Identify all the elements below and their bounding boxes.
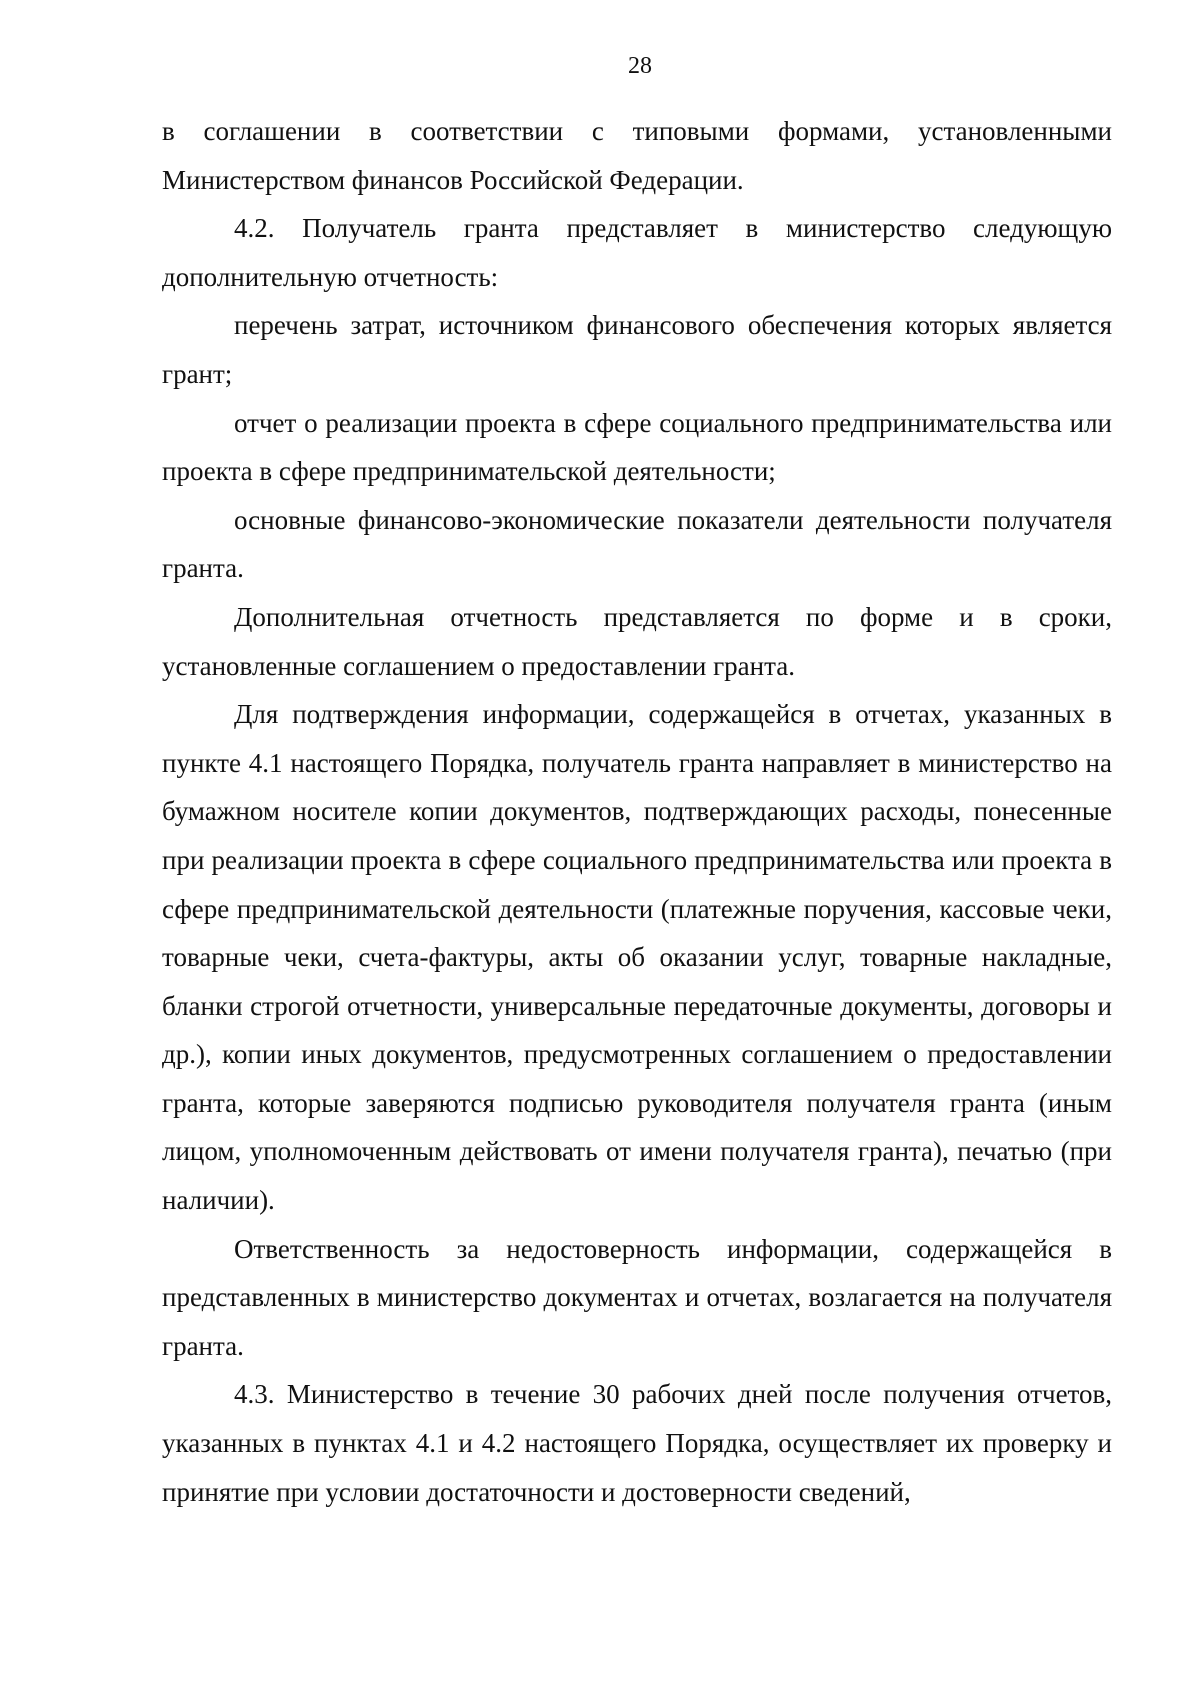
paragraph-4-2-intro: 4.2. Получатель гранта представляет в министерство следующую дополнительную отчетность: <box>162 213 1112 292</box>
page-number: 28 <box>628 53 652 79</box>
paragraph-4-3-verification: 4.3. Министерство в течение 30 рабочих дней после получения отчетов, указанных в пунктах 4.1 и 4.2 настоящего Порядка, осуществляет их проверку и принятие при условии достаточности и достоверности сведений, <box>162 1379 1112 1507</box>
list-item-cost-list: перечень затрат, источником финансового обеспечения которых является грант; <box>162 310 1112 389</box>
paragraph-supporting-documents: Для подтверждения информации, содержащейся в отчетах, указанных в пункте 4.1 настоящего Порядка, получатель гранта направляет в министерство на бумажном носителе копии документов, подтверждающих расходы, понесенные при реализации проекта в сфере социального предпринимательства или проекта в сфере предпринимательской деятельности (платежные поручения, кассовые чеки, товарные чеки, счета-фактуры, акты об оказании услуг, товарные накладные, бланки строгой отчетности, универсальные передаточные документы, договоры и др.), копии иных документов, предусмотренных соглашением о предоставлении гранта, которые заверяются подписью руководителя получателя гранта (иным лицом, уполномоченным действовать от имени получателя гранта), печатью (при наличии). <box>162 699 1112 1216</box>
paragraph-report-form-terms: Дополнительная отчетность представляется по форме и в сроки, установленные соглашением о предоставлении гранта. <box>162 601 1112 681</box>
list-item-project-report: отчет о реализации проекта в сфере социального предпринимательства или проекта в сфере предпринимательской деятельности; <box>162 407 1112 487</box>
document-body <box>162 107 1112 1516</box>
paragraph-responsibility: Ответственность за недостоверность информации, содержащейся в представленных в министерство документах и отчетах, возлагается на получателя гранта. <box>162 1233 1112 1361</box>
paragraph-agreement-forms: в соглашении в соответствии с типовыми формами, установленными Министерством финансов Российской Федерации. <box>162 116 1112 195</box>
list-item-financial-indicators: основные финансово-экономические показатели деятельности получателя гранта. <box>162 504 1112 584</box>
